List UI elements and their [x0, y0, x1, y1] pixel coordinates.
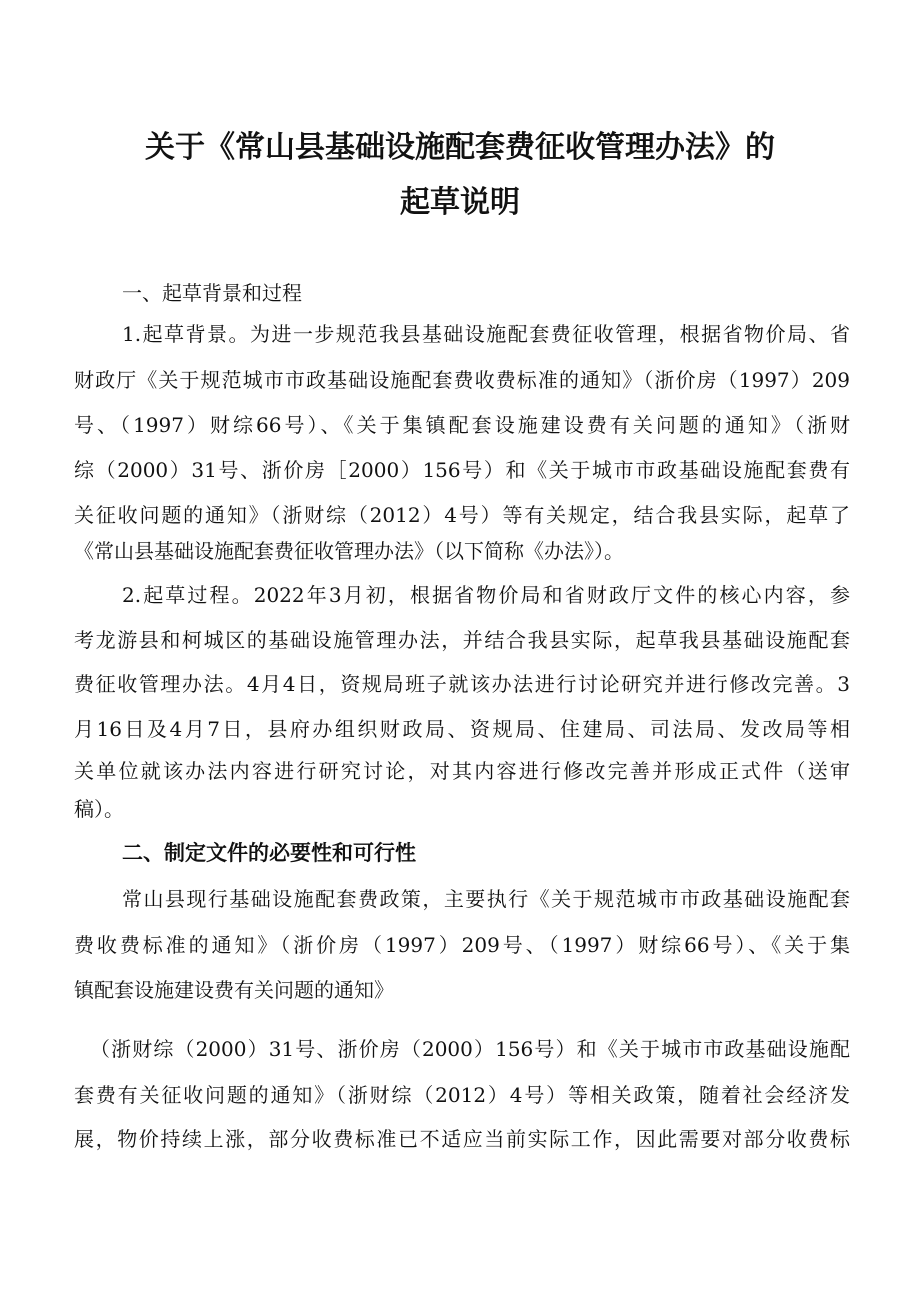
paragraph-line: 费征收管理办法。4月4日，资规局班子就该办法进行讨论研究并进行修改完善。3: [74, 672, 850, 696]
section-heading-2: 二、制定文件的必要性和可行性: [122, 841, 416, 865]
paragraph-line: 《常山县基础设施配套费征收管理办法》（以下简称《办法》）。: [74, 539, 624, 563]
paragraph-line: 1.起草背景。为进一步规范我县基础设施配套费征收管理，根据省物价局、省: [122, 322, 850, 346]
paragraph-line: 常山县现行基础设施配套费政策，主要执行《关于规范城市市政基础设施配套: [122, 887, 850, 911]
paragraph-line: 费收费标准的通知》（浙价房（1997）209号、（1997）财综66号）、《关于集: [74, 933, 850, 957]
paragraph-line: 月16日及4月7日，县府办组织财政局、资规局、住建局、司法局、发改局等相: [74, 717, 850, 741]
paragraph-line: 综（2000）31号、浙价房［2000）156号）和《关于城市市政基础设施配套费有: [74, 458, 850, 482]
paragraph-line: 展，物价持续上涨，部分收费标准已不适应当前实际工作，因此需要对部分收费标: [74, 1127, 850, 1151]
paragraph-line: 关单位就该办法内容进行研究讨论，对其内容进行修改完善并形成正式件（送审: [74, 759, 850, 783]
document-title-line2: 起草说明: [400, 185, 520, 220]
paragraph-line: 考龙游县和柯城区的基础设施管理办法，并结合我县实际，起草我县基础设施配套: [74, 628, 850, 652]
document-title-line1: 关于《常山县基础设施配套费征收管理办法》的: [145, 130, 775, 165]
paragraph-line: 稿）。: [74, 797, 124, 821]
paragraph-line: 号、（1997）财综66号）、《关于集镇配套设施建设费有关问题的通知》（浙财: [74, 413, 850, 437]
section-heading-1: 一、起草背景和过程: [122, 281, 302, 305]
paragraph-line: 镇配套设施建设费有关问题的通知》: [74, 978, 394, 1002]
paragraph-line: （浙财综（2000）31号、浙价房（2000）156号）和《关于城市市政基础设施配: [90, 1037, 850, 1061]
paragraph-line: 财政厅《关于规范城市市政基础设施配套费收费标准的通知》（浙价房（1997）209: [74, 368, 850, 392]
paragraph-line: 套费有关征收问题的通知》（浙财综（2012）4号）等相关政策，随着社会经济发: [74, 1083, 850, 1107]
paragraph-line: 关征收问题的通知》（浙财综（2012）4号）等有关规定，结合我县实际，起草了: [74, 503, 850, 527]
paragraph-line: 2.起草过程。2022年3月初，根据省物价局和省财政厅文件的核心内容，参: [122, 583, 850, 607]
